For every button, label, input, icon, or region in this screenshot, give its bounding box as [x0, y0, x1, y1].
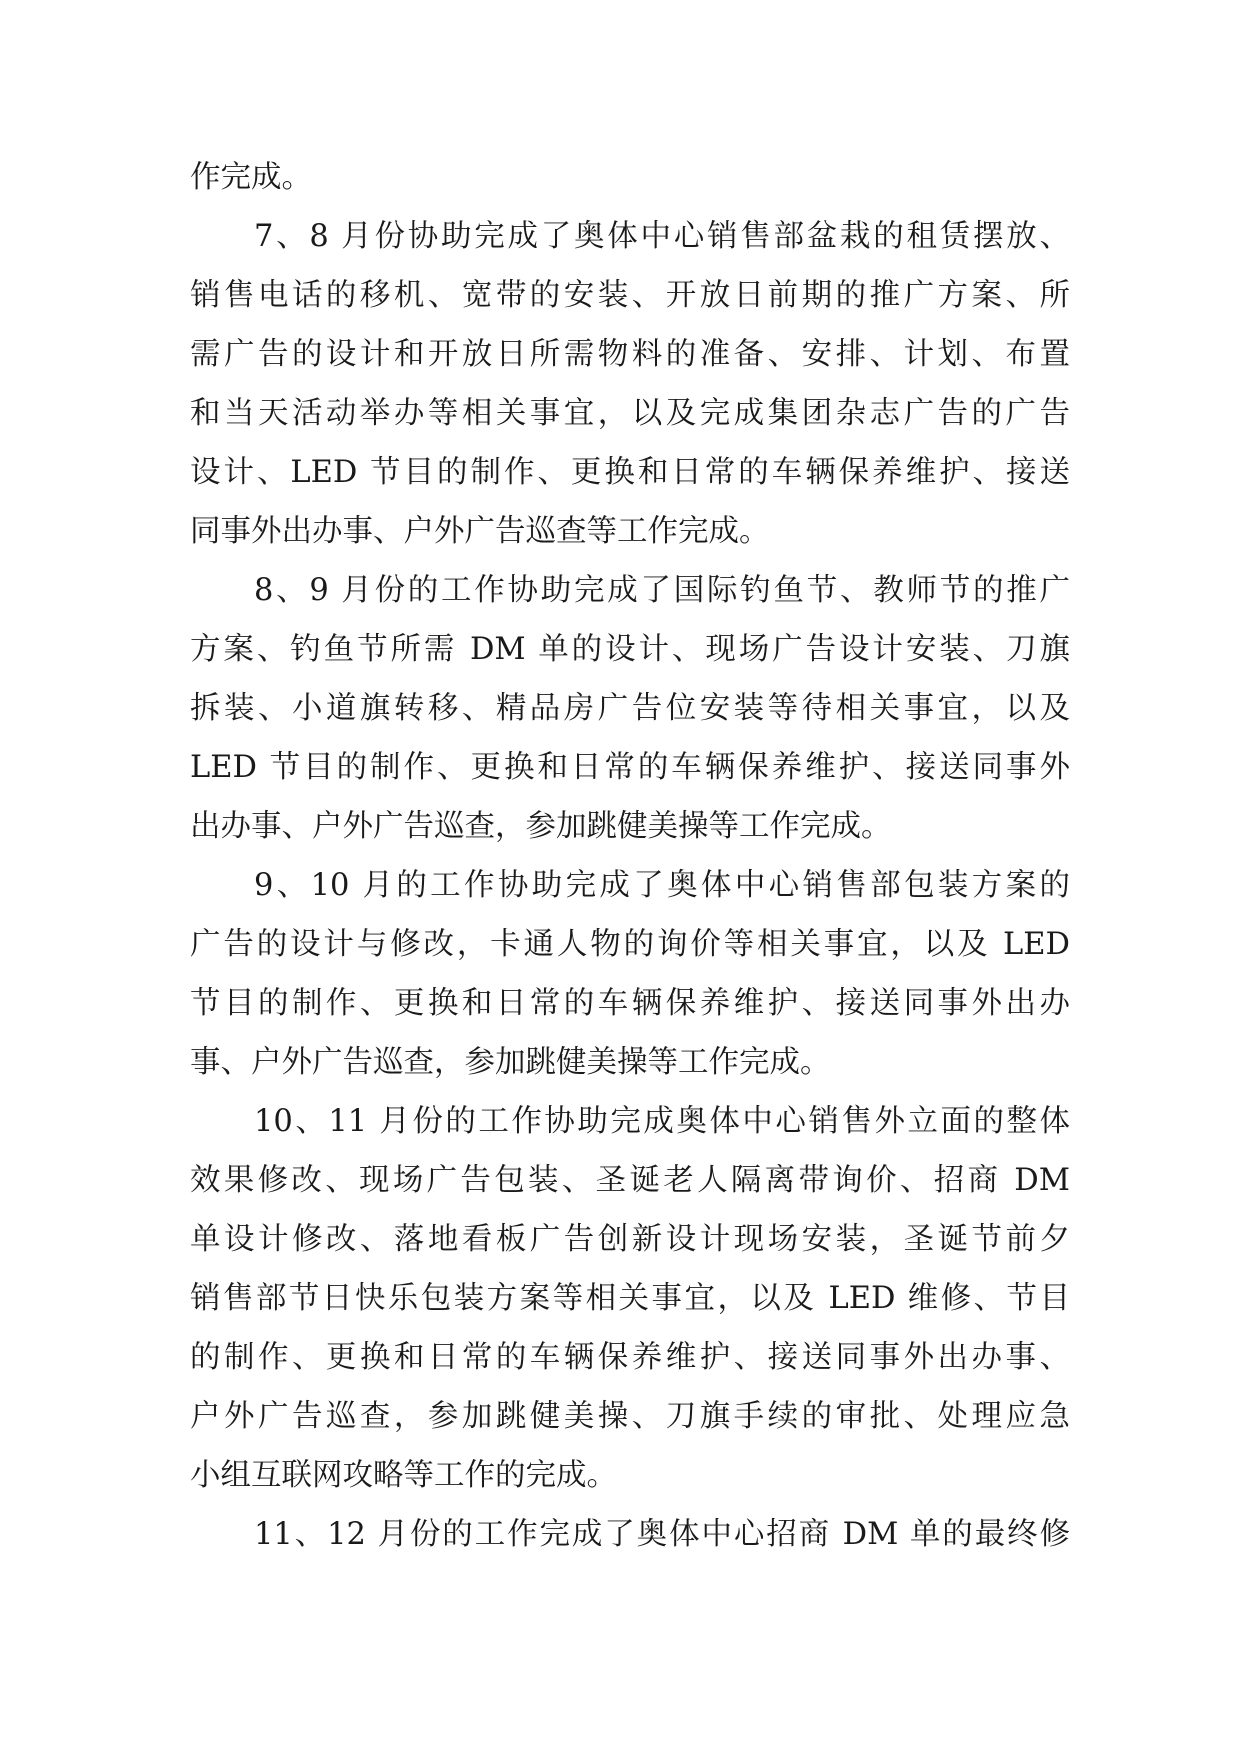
text-line: 小组互联网攻略等工作的完成。: [190, 1458, 617, 1493]
paragraph: [190, 1092, 1070, 1505]
text-line: 7、8 月份协助完成了奥体中心销售部盆栽的租赁摆放、: [254, 219, 1070, 254]
text-line: 8、9 月份的工作协助完成了国际钓鱼节、教师节的推广: [254, 573, 1070, 608]
text-line: 事、户外广告巡查，参加跳健美操等工作完成。: [190, 1045, 831, 1080]
text-line: 方案、钓鱼节所需 DM 单的设计、现场广告设计安装、刀旗: [190, 632, 1070, 667]
text-line: 的制作、更换和日常的车辆保养维护、接送同事外出办事、: [190, 1340, 1070, 1375]
text-line: 销售部节日快乐包装方案等相关事宜，以及 LED 维修、节目: [190, 1281, 1070, 1316]
text-line: 单设计修改、落地看板广告创新设计现场安装，圣诞节前夕: [190, 1222, 1070, 1257]
paragraph: [190, 148, 1070, 207]
text-line: 效果修改、现场广告包装、圣诞老人隔离带询价、招商 DM: [190, 1163, 1070, 1198]
text-line: 9、10 月的工作协助完成了奥体中心销售部包装方案的: [254, 868, 1070, 903]
text-line: 户外广告巡查，参加跳健美操、刀旗手续的审批、处理应急: [190, 1399, 1070, 1434]
text-line: 10、11 月份的工作协助完成奥体中心销售外立面的整体: [254, 1104, 1070, 1139]
document-body: [190, 148, 1070, 1564]
text-line: 销售电话的移机、宽带的安装、开放日前期的推广方案、所: [190, 278, 1070, 313]
text-line: 拆装、小道旗转移、精品房广告位安装等待相关事宜，以及: [190, 691, 1070, 726]
text-line: 广告的设计与修改，卡通人物的询价等相关事宜，以及 LED: [190, 927, 1070, 962]
text-line: LED 节目的制作、更换和日常的车辆保养维护、接送同事外: [190, 750, 1070, 785]
text-line: 出办事、户外广告巡查，参加跳健美操等工作完成。: [190, 809, 892, 844]
text-line: 节目的制作、更换和日常的车辆保养维护、接送同事外出办: [190, 986, 1070, 1021]
text-line: 作完成。: [190, 160, 312, 195]
text-line: 和当天活动举办等相关事宜，以及完成集团杂志广告的广告: [190, 396, 1070, 431]
text-line: 同事外出办事、户外广告巡查等工作完成。: [190, 514, 770, 549]
text-line: 需广告的设计和开放日所需物料的准备、安排、计划、布置: [190, 337, 1070, 372]
paragraph: [190, 1505, 1070, 1564]
paragraph: [190, 561, 1070, 856]
text-line: 11、12 月份的工作完成了奥体中心招商 DM 单的最终修: [254, 1517, 1070, 1552]
paragraph: [190, 856, 1070, 1092]
paragraph: [190, 207, 1070, 561]
text-line: 设计、LED 节目的制作、更换和日常的车辆保养维护、接送: [190, 455, 1070, 490]
